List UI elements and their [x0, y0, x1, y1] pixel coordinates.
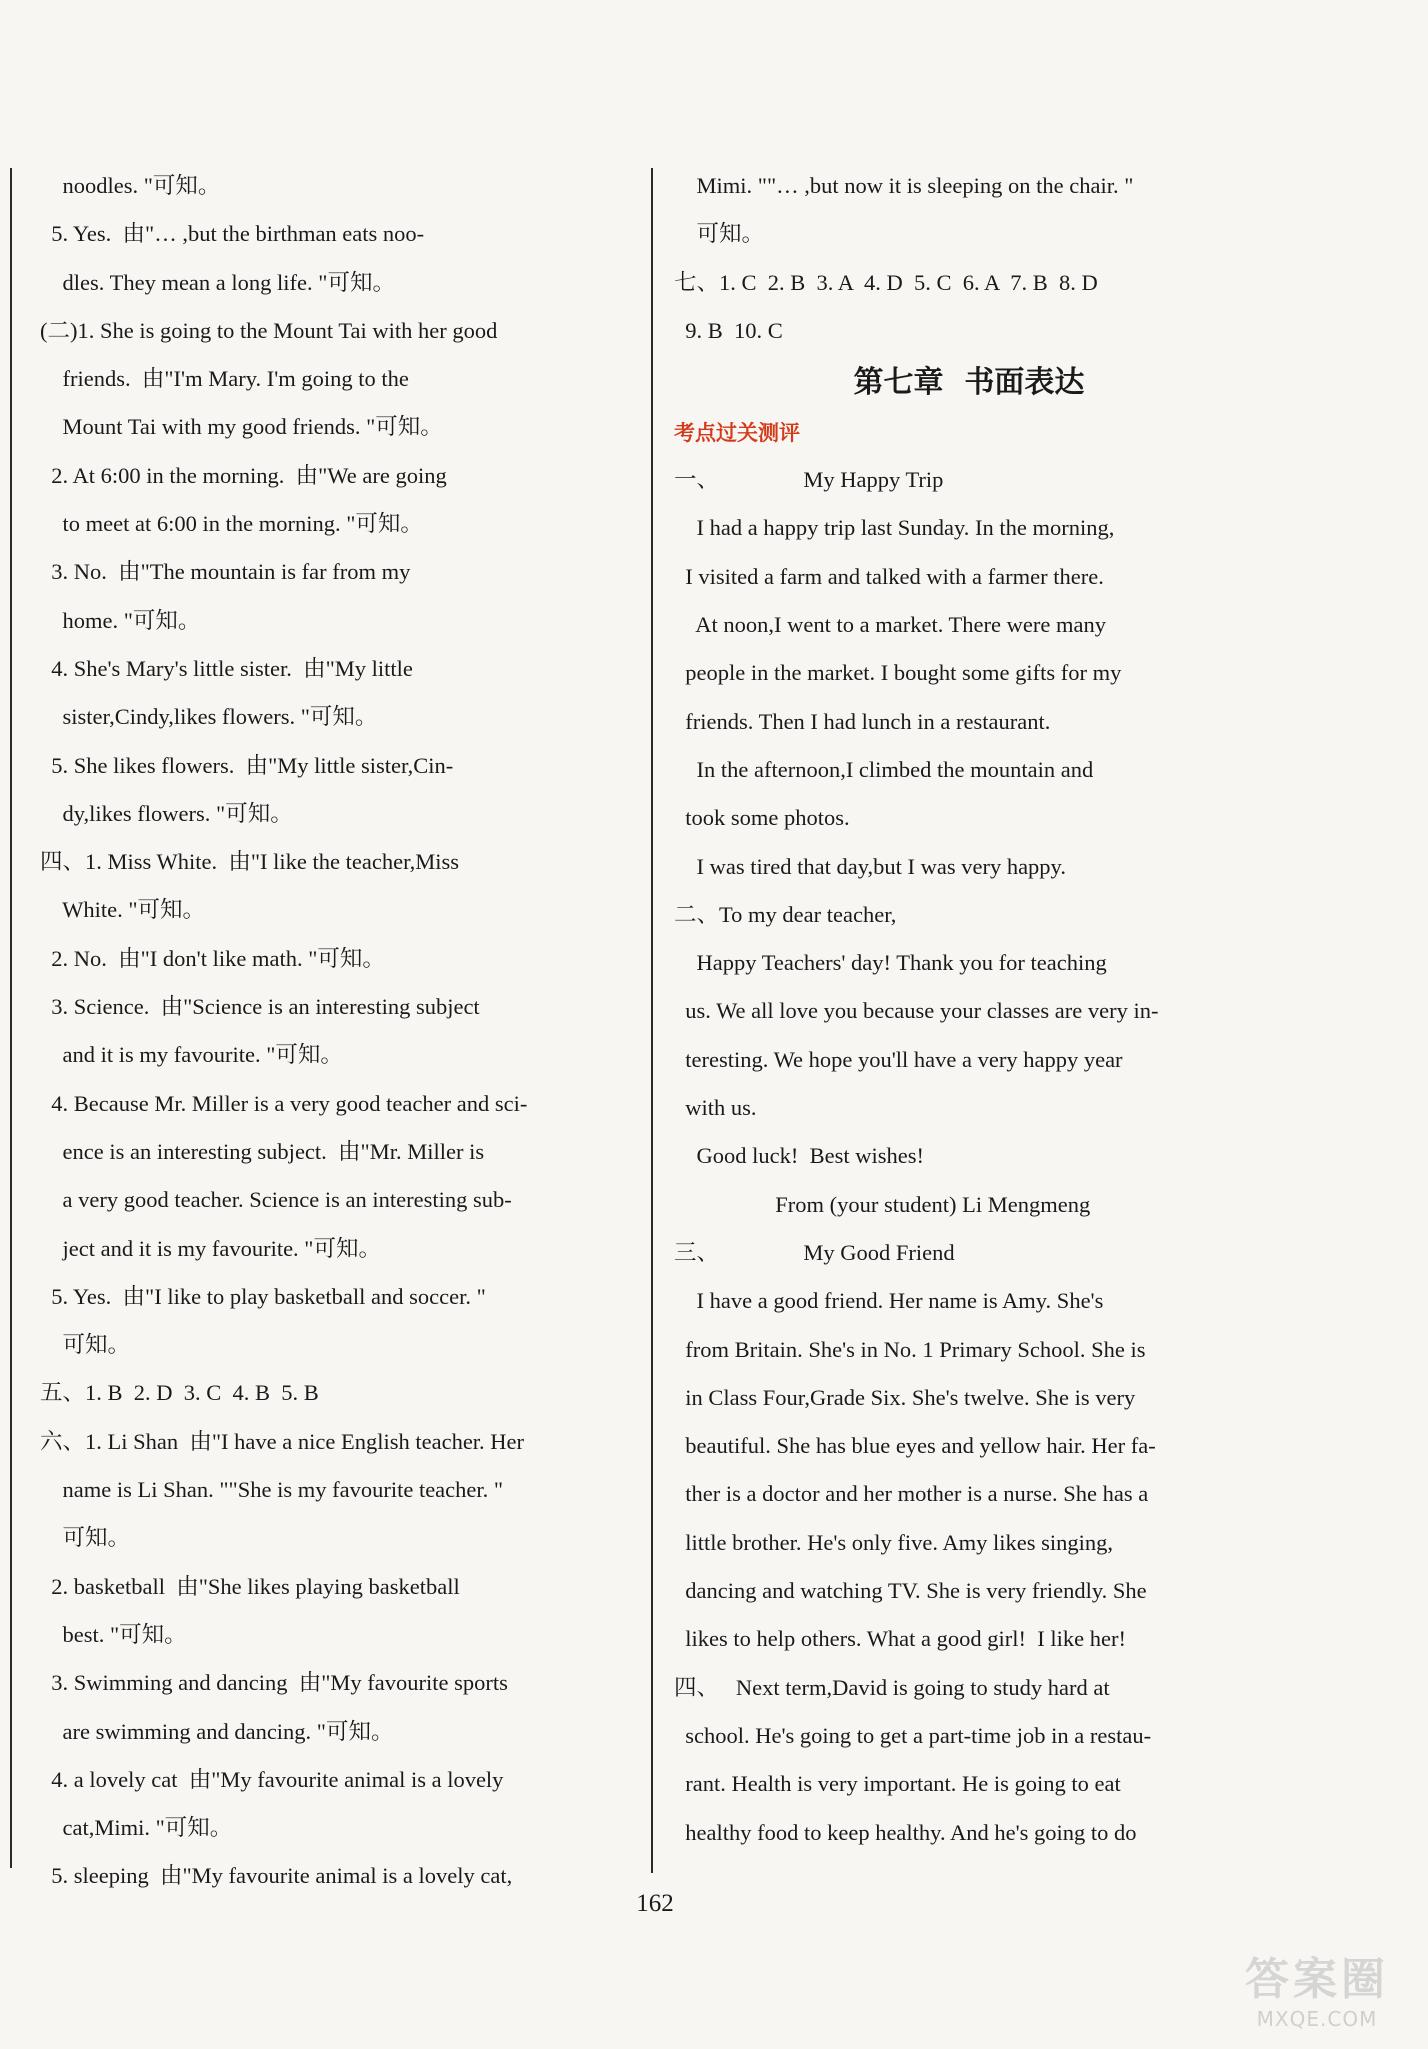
text-line: 2. No. 由"I don't like math. "可知。 [40, 945, 385, 971]
text-line: 六、1. Li Shan 由"I have a nice English teacher. Her [40, 1428, 525, 1454]
text-line: sister,Cindy,likes flowers. "可知。 [40, 704, 378, 730]
text-line: noodles. "可知。 [40, 173, 221, 198]
text-line: dy,likes flowers. "可知。 [40, 800, 293, 826]
text-line: people in the market. I bought some gifts for my [674, 660, 1122, 686]
text-line: teresting. We hope you'll have a very happy year [674, 1046, 1123, 1072]
text-line: a very good teacher. Science is an interesting sub- [40, 1187, 512, 1213]
text-line: from Britain. She's in No. 1 Primary School. She is [674, 1336, 1146, 1362]
text-line: healthy food to keep healthy. And he's going to do [674, 1819, 1137, 1845]
text-line: I visited a farm and talked with a farmer there. [674, 563, 1104, 589]
text-line: 2. basketball 由"She likes playing basketball [40, 1573, 460, 1599]
text-line: Good luck! Best wishes! [674, 1143, 924, 1169]
right-column [674, 162, 1264, 1857]
text-line: 4. Because Mr. Miller is a very good teacher and sci- [40, 1090, 528, 1116]
text-line: beautiful. She has blue eyes and yellow hair. Her fa- [674, 1433, 1156, 1459]
text-line: 一、 My Happy Trip [674, 467, 944, 493]
text-line: 4. She's Mary's little sister. 由"My little [40, 655, 413, 681]
text-line: 5. Yes. 由"I like to play basketball and soccer. " [40, 1283, 486, 1309]
text-line: with us. [674, 1095, 757, 1121]
watermark-url: MXQE.COM [1256, 2007, 1378, 2031]
page-number: 162 [636, 1890, 674, 1917]
text-line: Mimi. ""… ,but now it is sleeping on the chair. " [674, 173, 1134, 198]
text-line: In the afternoon,I climbed the mountain and [674, 756, 1094, 782]
text-line: From (your student) Li Mengmeng [674, 1191, 1091, 1217]
section-heading: 考点过关测评 [674, 421, 800, 446]
text-line: us. We all love you because your classes are very in- [674, 998, 1159, 1024]
watermark-logo [1222, 1943, 1412, 2043]
text-line: ther is a doctor and her mother is a nurse. She has a [674, 1481, 1149, 1507]
text-line: 3. No. 由"The mountain is far from my [40, 559, 411, 585]
text-line: 5. Yes. 由"… ,but the birthman eats noo- [40, 221, 425, 247]
text-line: 四、 Next term,David is going to study hard at [674, 1674, 1110, 1700]
text-line: 4. a lovely cat 由"My favourite animal is a lovely [40, 1766, 504, 1792]
text-line: ject and it is my favourite. "可知。 [40, 1235, 381, 1261]
text-line: home. "可知。 [40, 607, 201, 633]
text-line: best. "可知。 [40, 1621, 187, 1647]
text-line: ence is an interesting subject. 由"Mr. Miller is [40, 1138, 485, 1164]
text-line: little brother. He's only five. Amy likes singing, [674, 1529, 1114, 1555]
text-line: friends. Then I had lunch in a restaurant. [674, 708, 1051, 734]
text-line: 五、1. B 2. D 3. C 4. B 5. B [40, 1380, 319, 1406]
left-margin-rule [10, 168, 12, 1868]
text-line: I was tired that day,but I was very happy. [674, 853, 1066, 879]
text-line: (二)1. She is going to the Mount Tai with her good [40, 317, 498, 343]
text-line: friends. 由"I'm Mary. I'm going to the [40, 366, 409, 392]
text-line: Mount Tai with my good friends. "可知。 [40, 414, 443, 440]
text-line: are swimming and dancing. "可知。 [40, 1718, 394, 1744]
text-line: school. He's going to get a part-time job in a restau- [674, 1722, 1152, 1748]
text-line: 七、1. C 2. B 3. A 4. D 5. C 6. A 7. B 8. D [674, 269, 1098, 295]
text-line: 三、 My Good Friend [674, 1239, 955, 1265]
text-line: 9. B 10. C [674, 317, 783, 343]
text-line: 可知。 [674, 221, 765, 247]
text-line: 5. She likes flowers. 由"My little sister,Cin- [40, 752, 454, 778]
text-line: 2. At 6:00 in the morning. 由"We are going [40, 462, 447, 488]
text-line: I had a happy trip last Sunday. In the morning, [674, 515, 1115, 541]
text-line: to meet at 6:00 in the morning. "可知。 [40, 511, 423, 537]
text-line: At noon,I went to a market. There were many [674, 612, 1106, 638]
left-column [40, 162, 630, 1901]
text-line: dancing and watching TV. She is very friendly. She [674, 1578, 1147, 1604]
text-line: 可知。 [40, 1525, 131, 1551]
chapter-heading: 第七章 书面表达 [853, 365, 1085, 401]
text-line: took some photos. [674, 805, 850, 831]
watermark-logo-text: 答案圈 [1245, 1954, 1389, 2005]
text-line: likes to help others. What a good girl! I like her! [674, 1626, 1126, 1652]
text-line: in Class Four,Grade Six. She's twelve. She is very [674, 1384, 1136, 1410]
text-line: 可知。 [40, 1332, 131, 1358]
text-line: White. "可知。 [40, 897, 206, 923]
text-line: name is Li Shan. ""She is my favourite teacher. " [40, 1477, 504, 1503]
text-line: 3. Swimming and dancing 由"My favourite sports [40, 1670, 508, 1696]
text-line: and it is my favourite. "可知。 [40, 1042, 343, 1068]
text-line: 四、1. Miss White. 由"I like the teacher,Miss [40, 849, 460, 875]
text-line: 5. sleeping 由"My favourite animal is a lovely cat, [40, 1863, 513, 1889]
text-line: I have a good friend. Her name is Amy. She's [674, 1288, 1104, 1314]
text-line: cat,Mimi. "可知。 [40, 1815, 233, 1841]
text-line: 3. Science. 由"Science is an interesting subject [40, 994, 480, 1020]
text-line: dles. They mean a long life. "可知。 [40, 269, 395, 295]
text-line: Happy Teachers' day! Thank you for teaching [674, 950, 1107, 976]
column-divider [651, 168, 653, 1873]
text-line: rant. Health is very important. He is going to eat [674, 1771, 1121, 1797]
text-line: 二、To my dear teacher, [674, 901, 897, 927]
